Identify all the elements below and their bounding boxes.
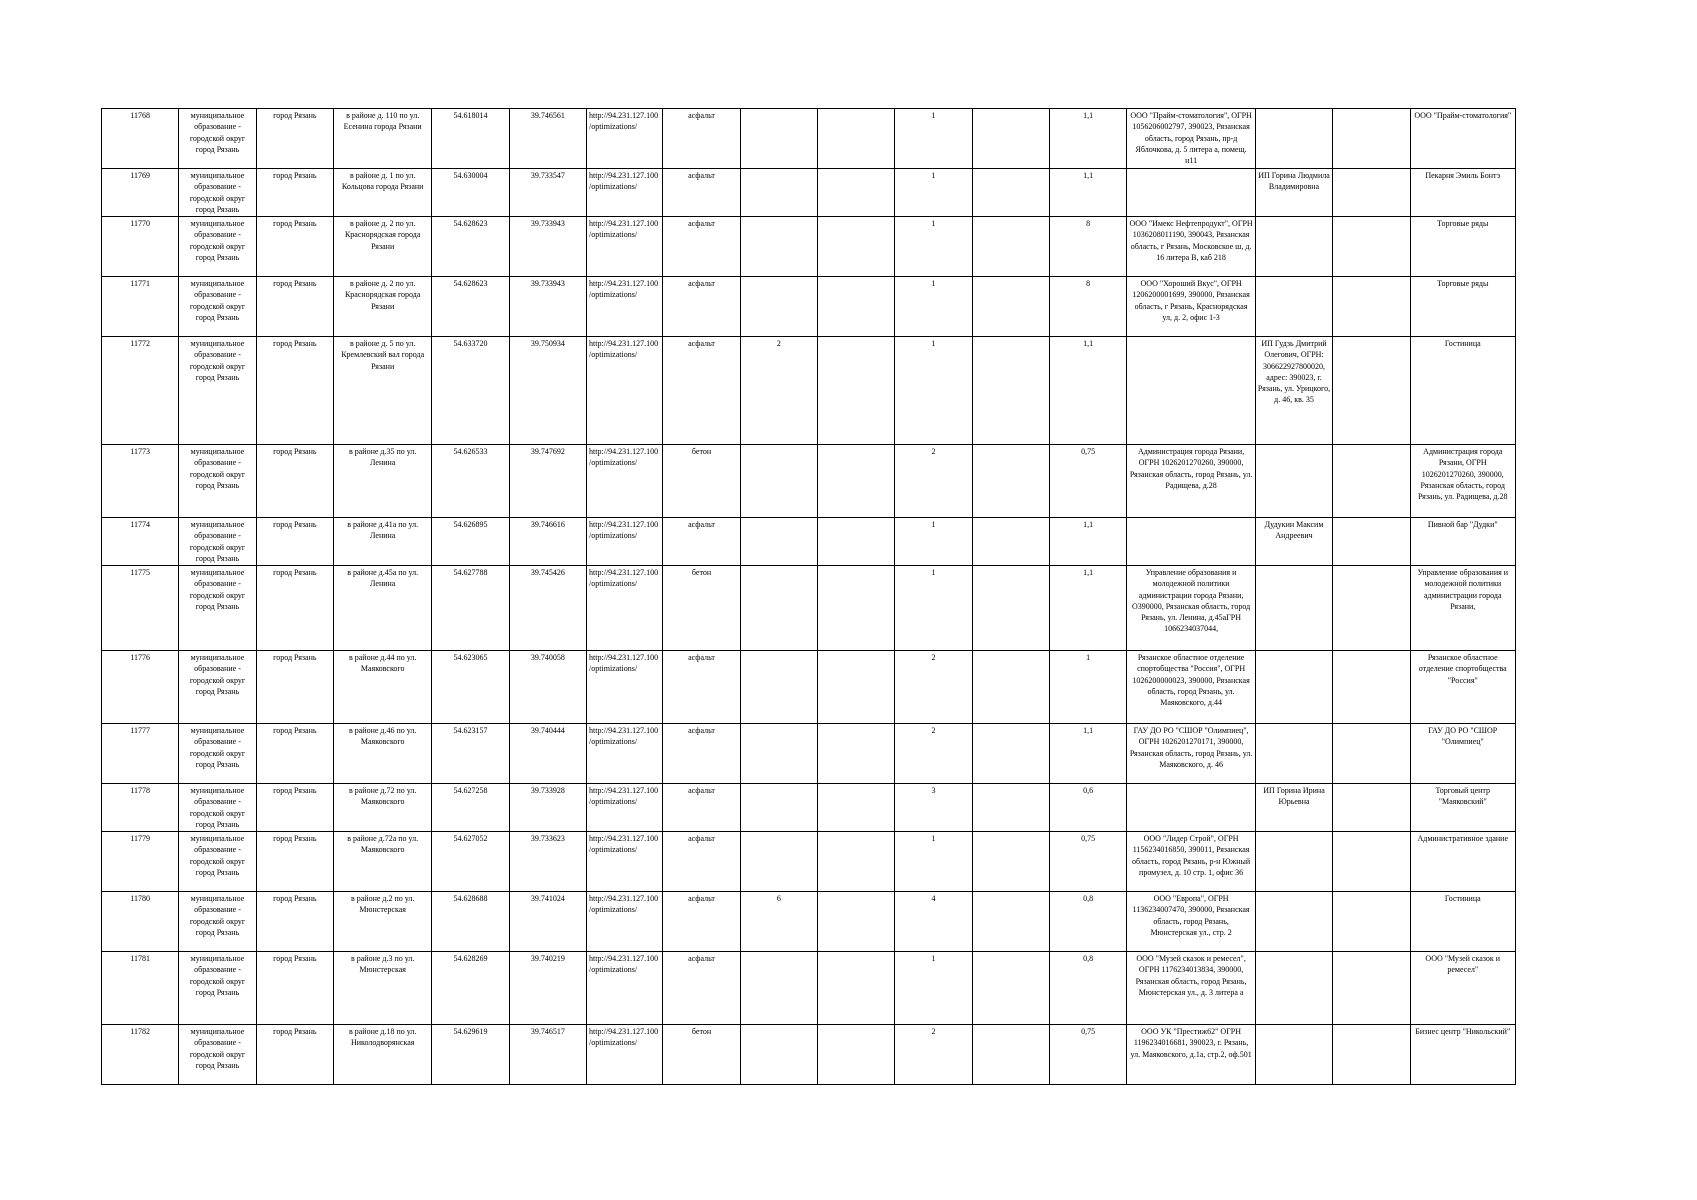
longitude: 39.746561 [509,109,586,169]
individual-entrepreneur: ИП Горина Ирина Юрьевна [1255,784,1332,832]
surface-type: бетон [663,1025,740,1085]
location-address: в районе д.18 по ул. Николодворянская [333,1025,431,1085]
location-address: в районе д. 5 по ул. Кремлевский вал города Рязани [333,337,431,445]
longitude: 39.733547 [509,169,586,217]
organization: ООО "Прайм-стоматология", ОГРН 1056206002797, 390023, Рязанская область, город Рязань, пр-д Яблочкова, д. 5 литера а, помещ. н11 [1127,109,1256,169]
record-id: 11780 [102,892,179,952]
col-10 [818,892,895,952]
col-9 [740,724,817,784]
organization [1127,784,1256,832]
col-16 [1333,337,1410,445]
surface-type: асфальт [663,277,740,337]
col-11: 1 [895,109,972,169]
table-row [102,784,1516,832]
table-row [102,518,1516,566]
table-row [102,892,1516,952]
col-9 [740,952,817,1025]
latitude: 54.628623 [432,217,509,277]
registry-table [101,108,1516,1085]
individual-entrepreneur [1255,217,1332,277]
location-address: в районе д.46 по ул. Маяковского [333,724,431,784]
organization: ГАУ ДО РО "СШОР "Олимпиец", ОГРН 1026201270171, 390000, Рязанская область, город Рязань, ул. Маяковского, д. 46 [1127,724,1256,784]
city: город Рязань [256,566,333,651]
latitude: 54.627258 [432,784,509,832]
col-9: 2 [740,337,817,445]
longitude: 39.747692 [509,445,586,518]
latitude: 54.627788 [432,566,509,651]
individual-entrepreneur [1255,832,1332,892]
organization: ООО УК "Престиж62" ОГРН 1196234016681, 390023, г. Рязань, ул. Маяковского, д.1а, стр.2, оф.501 [1127,1025,1256,1085]
organization: ООО "Музей сказок и ремесел", ОГРН 1176234013834, 390000, Рязанская область, город Рязань, Мюнстерская ул., д. 3 литера а [1127,952,1256,1025]
city: город Рязань [256,217,333,277]
location-address: в районе д. 2 по ул. Краснорядская города Рязани [333,217,431,277]
object-name: Администрация города Рязани, ОГРН 1026201270260, 390000, Рязанская область, город Рязань, ул. Радищева, д.28 [1410,445,1515,518]
longitude: 39.746616 [509,518,586,566]
latitude: 54.623157 [432,724,509,784]
col-11: 2 [895,1025,972,1085]
municipality: муниципальное образование - городской округ город Рязань [179,724,256,784]
table-row [102,445,1516,518]
col-10 [818,832,895,892]
object-name: Пекарня Эмиль Бонтэ [1410,169,1515,217]
col-13: 0,75 [1050,832,1127,892]
city: город Рязань [256,277,333,337]
col-13: 8 [1050,277,1127,337]
location-address: в районе д.2 по ул. Мюнстерская [333,892,431,952]
municipality: муниципальное образование - городской округ город Рязань [179,445,256,518]
individual-entrepreneur [1255,724,1332,784]
surface-type: асфальт [663,651,740,724]
map-link: http://94.231.127.100/optimizations/ [587,952,663,1025]
map-link: http://94.231.127.100/optimizations/ [587,651,663,724]
map-link: http://94.231.127.100/optimizations/ [587,724,663,784]
col-16 [1333,832,1410,892]
table-row [102,832,1516,892]
latitude: 54.629619 [432,1025,509,1085]
individual-entrepreneur [1255,109,1332,169]
col-13: 1,1 [1050,724,1127,784]
col-16 [1333,217,1410,277]
col-13: 0,75 [1050,445,1127,518]
longitude: 39.733623 [509,832,586,892]
individual-entrepreneur: ИП Горина Людмила Владимировна [1255,169,1332,217]
latitude: 54.627052 [432,832,509,892]
municipality: муниципальное образование - городской округ город Рязань [179,832,256,892]
col-12 [972,169,1049,217]
object-name: Торговые ряды [1410,277,1515,337]
city: город Рязань [256,892,333,952]
city: город Рязань [256,1025,333,1085]
object-name: Торговый центр "Маяковский" [1410,784,1515,832]
col-10 [818,217,895,277]
record-id: 11779 [102,832,179,892]
col-12 [972,784,1049,832]
col-10 [818,445,895,518]
col-12 [972,337,1049,445]
organization: Администрация города Рязани, ОГРН 1026201270260, 390000, Рязанская область, город Рязань, ул. Радищева, д.28 [1127,445,1256,518]
municipality: муниципальное образование - городской округ город Рязань [179,952,256,1025]
col-10 [818,566,895,651]
longitude: 39.733943 [509,217,586,277]
map-link: http://94.231.127.100/optimizations/ [587,1025,663,1085]
latitude: 54.630004 [432,169,509,217]
table-row [102,952,1516,1025]
city: город Рязань [256,952,333,1025]
col-10 [818,1025,895,1085]
col-9 [740,277,817,337]
municipality: муниципальное образование - городской округ город Рязань [179,651,256,724]
col-10 [818,518,895,566]
table-row [102,169,1516,217]
col-16 [1333,651,1410,724]
map-link: http://94.231.127.100/optimizations/ [587,566,663,651]
location-address: в районе д.41а по ул. Ленина [333,518,431,566]
table-row [102,109,1516,169]
table-row [102,217,1516,277]
col-9 [740,109,817,169]
col-10 [818,277,895,337]
latitude: 54.633720 [432,337,509,445]
individual-entrepreneur: Дудукин Максим Андреевич [1255,518,1332,566]
longitude: 39.740444 [509,724,586,784]
record-id: 11776 [102,651,179,724]
map-link: http://94.231.127.100/optimizations/ [587,832,663,892]
col-11: 1 [895,217,972,277]
col-9 [740,651,817,724]
col-12 [972,651,1049,724]
latitude: 54.628623 [432,277,509,337]
location-address: в районе д.72а по ул. Маяковского [333,832,431,892]
municipality: муниципальное образование - городской округ город Рязань [179,337,256,445]
surface-type: бетон [663,445,740,518]
location-address: в районе д. 2 по ул. Краснорядская города Рязани [333,277,431,337]
longitude: 39.740058 [509,651,586,724]
surface-type: асфальт [663,952,740,1025]
col-13: 1,1 [1050,109,1127,169]
col-13: 1,1 [1050,337,1127,445]
record-id: 11772 [102,337,179,445]
object-name: Рязанское областное отделение спортобщества "Россия" [1410,651,1515,724]
map-link: http://94.231.127.100/optimizations/ [587,445,663,518]
latitude: 54.618014 [432,109,509,169]
surface-type: асфальт [663,217,740,277]
longitude: 39.740219 [509,952,586,1025]
longitude: 39.750934 [509,337,586,445]
map-link: http://94.231.127.100/optimizations/ [587,217,663,277]
col-13: 0,8 [1050,892,1127,952]
map-link: http://94.231.127.100/optimizations/ [587,337,663,445]
municipality: муниципальное образование - городской округ город Рязань [179,109,256,169]
col-12 [972,832,1049,892]
col-12 [972,445,1049,518]
city: город Рязань [256,109,333,169]
col-11: 1 [895,952,972,1025]
record-id: 11782 [102,1025,179,1085]
col-10 [818,651,895,724]
col-9 [740,518,817,566]
col-10 [818,724,895,784]
municipality: муниципальное образование - городской округ город Рязань [179,1025,256,1085]
object-name: Гостиница [1410,337,1515,445]
col-13: 1,1 [1050,566,1127,651]
municipality: муниципальное образование - городской округ город Рязань [179,566,256,651]
organization: Управление образования и молодежной политики администрации города Рязани, О390000, Рязанская область, город Рязань, ул. Ленина, д.45аГРН 1066234037044, [1127,566,1256,651]
col-9 [740,1025,817,1085]
object-name: Пивной бар "Дудки" [1410,518,1515,566]
object-name: ООО "Прайм-стоматология" [1410,109,1515,169]
col-16 [1333,445,1410,518]
organization [1127,518,1256,566]
col-9 [740,832,817,892]
city: город Рязань [256,651,333,724]
longitude: 39.741024 [509,892,586,952]
table-row [102,1025,1516,1085]
col-10 [818,784,895,832]
col-16 [1333,109,1410,169]
col-12 [972,892,1049,952]
col-11: 2 [895,724,972,784]
object-name: ООО "Музей сказок и ремесел" [1410,952,1515,1025]
map-link: http://94.231.127.100/optimizations/ [587,169,663,217]
col-13: 0,75 [1050,1025,1127,1085]
latitude: 54.626533 [432,445,509,518]
surface-type: асфальт [663,892,740,952]
record-id: 11770 [102,217,179,277]
object-name: Торговые ряды [1410,217,1515,277]
col-12 [972,277,1049,337]
map-link: http://94.231.127.100/optimizations/ [587,277,663,337]
municipality: муниципальное образование - городской округ город Рязань [179,784,256,832]
individual-entrepreneur [1255,892,1332,952]
location-address: в районе д.72 по ул. Маяковского [333,784,431,832]
col-11: 1 [895,277,972,337]
longitude: 39.733928 [509,784,586,832]
surface-type: бетон [663,566,740,651]
location-address: в районе д.45а по ул. Ленина [333,566,431,651]
record-id: 11771 [102,277,179,337]
col-11: 1 [895,832,972,892]
object-name: ГАУ ДО РО "СШОР "Олимпиец" [1410,724,1515,784]
table-row [102,566,1516,651]
map-link: http://94.231.127.100/optimizations/ [587,784,663,832]
map-link: http://94.231.127.100/optimizations/ [587,892,663,952]
surface-type: асфальт [663,832,740,892]
col-16 [1333,892,1410,952]
organization: ООО "Имекс Нефтепродукт", ОГРН 1036208011190, 390043, Рязанская область, г Рязань, Московское ш, д. 16 литера В, каб 218 [1127,217,1256,277]
col-12 [972,109,1049,169]
municipality: муниципальное образование - городской округ город Рязань [179,518,256,566]
col-11: 4 [895,892,972,952]
object-name: Гостиница [1410,892,1515,952]
municipality: муниципальное образование - городской округ город Рязань [179,892,256,952]
surface-type: асфальт [663,518,740,566]
col-12 [972,1025,1049,1085]
surface-type: асфальт [663,109,740,169]
col-11: 1 [895,566,972,651]
longitude: 39.746517 [509,1025,586,1085]
latitude: 54.623065 [432,651,509,724]
city: город Рязань [256,169,333,217]
col-12 [972,724,1049,784]
col-13: 8 [1050,217,1127,277]
organization: ООО "Хороший Вкус", ОГРН 1206200001699, 390000, Рязанская область, г Рязань, Краснорядская ул, д. 2, офис 1-3 [1127,277,1256,337]
col-9 [740,784,817,832]
record-id: 11768 [102,109,179,169]
col-16 [1333,566,1410,651]
record-id: 11777 [102,724,179,784]
object-name: Управление образования и молодежной политики администрации города Рязани, [1410,566,1515,651]
latitude: 54.626895 [432,518,509,566]
col-11: 1 [895,337,972,445]
location-address: в районе д.35 по ул. Ленина [333,445,431,518]
col-11: 2 [895,651,972,724]
longitude: 39.745426 [509,566,586,651]
surface-type: асфальт [663,784,740,832]
col-12 [972,952,1049,1025]
col-13: 0,8 [1050,952,1127,1025]
individual-entrepreneur [1255,651,1332,724]
surface-type: асфальт [663,337,740,445]
col-16 [1333,1025,1410,1085]
col-11: 1 [895,169,972,217]
organization: Рязанское областное отделение спортобщества "Россия", ОГРН 1026200000023, 390000, Рязанская область, город Рязань, ул. Маяковского, д.44 [1127,651,1256,724]
latitude: 54.628269 [432,952,509,1025]
record-id: 11775 [102,566,179,651]
col-16 [1333,518,1410,566]
col-12 [972,518,1049,566]
city: город Рязань [256,832,333,892]
individual-entrepreneur: ИП Гудзь Дмитрий Олегович, ОГРН: 306622927800020, адрес: 390023, г. Рязань, ул. Урицкого, д. 46, кв. 35 [1255,337,1332,445]
surface-type: асфальт [663,724,740,784]
city: город Рязань [256,724,333,784]
col-13: 1,1 [1050,518,1127,566]
col-9 [740,566,817,651]
individual-entrepreneur [1255,566,1332,651]
organization: ООО "Лидер Строй", ОГРН 1156234016850, 390011, Рязанская область, город Рязань, р-н Южный промузел, д. 10 стр. 1, офис 36 [1127,832,1256,892]
col-13: 1,1 [1050,169,1127,217]
individual-entrepreneur [1255,445,1332,518]
map-link: http://94.231.127.100/optimizations/ [587,518,663,566]
individual-entrepreneur [1255,952,1332,1025]
table-row [102,651,1516,724]
city: город Рязань [256,784,333,832]
table-row [102,724,1516,784]
city: город Рязань [256,445,333,518]
record-id: 11781 [102,952,179,1025]
col-9 [740,445,817,518]
record-id: 11773 [102,445,179,518]
municipality: муниципальное образование - городской округ город Рязань [179,277,256,337]
location-address: в районе д.3 по ул. Мюнстерская [333,952,431,1025]
col-11: 2 [895,445,972,518]
col-16 [1333,277,1410,337]
longitude: 39.733943 [509,277,586,337]
latitude: 54.628688 [432,892,509,952]
individual-entrepreneur [1255,277,1332,337]
col-10 [818,337,895,445]
location-address: в районе д. 110 по ул. Есенина города Рязани [333,109,431,169]
location-address: в районе д. 1 по ул. Кольцова города Рязани [333,169,431,217]
municipality: муниципальное образование - городской округ город Рязань [179,217,256,277]
col-9 [740,169,817,217]
organization [1127,169,1256,217]
table-body [102,109,1516,1085]
map-link: http://94.231.127.100/optimizations/ [587,109,663,169]
record-id: 11769 [102,169,179,217]
col-16 [1333,784,1410,832]
municipality: муниципальное образование - городской округ город Рязань [179,169,256,217]
table-row [102,277,1516,337]
col-12 [972,217,1049,277]
col-16 [1333,169,1410,217]
col-16 [1333,952,1410,1025]
col-9 [740,217,817,277]
object-name: Бизнес центр "Никольский" [1410,1025,1515,1085]
col-13: 0,6 [1050,784,1127,832]
record-id: 11778 [102,784,179,832]
col-11: 1 [895,518,972,566]
city: город Рязань [256,337,333,445]
col-10 [818,109,895,169]
organization [1127,337,1256,445]
col-9: 6 [740,892,817,952]
organization: ООО "Европа", ОГРН 1136234007470, 390000, Рязанская область, город Рязань, Мюнстерская ул., стр. 2 [1127,892,1256,952]
col-13: 1 [1050,651,1127,724]
individual-entrepreneur [1255,1025,1332,1085]
col-10 [818,952,895,1025]
city: город Рязань [256,518,333,566]
col-16 [1333,724,1410,784]
col-10 [818,169,895,217]
object-name: Административное здание [1410,832,1515,892]
col-12 [972,566,1049,651]
surface-type: асфальт [663,169,740,217]
record-id: 11774 [102,518,179,566]
location-address: в районе д.44 по ул. Маяковского [333,651,431,724]
table-row [102,337,1516,445]
col-11: 3 [895,784,972,832]
